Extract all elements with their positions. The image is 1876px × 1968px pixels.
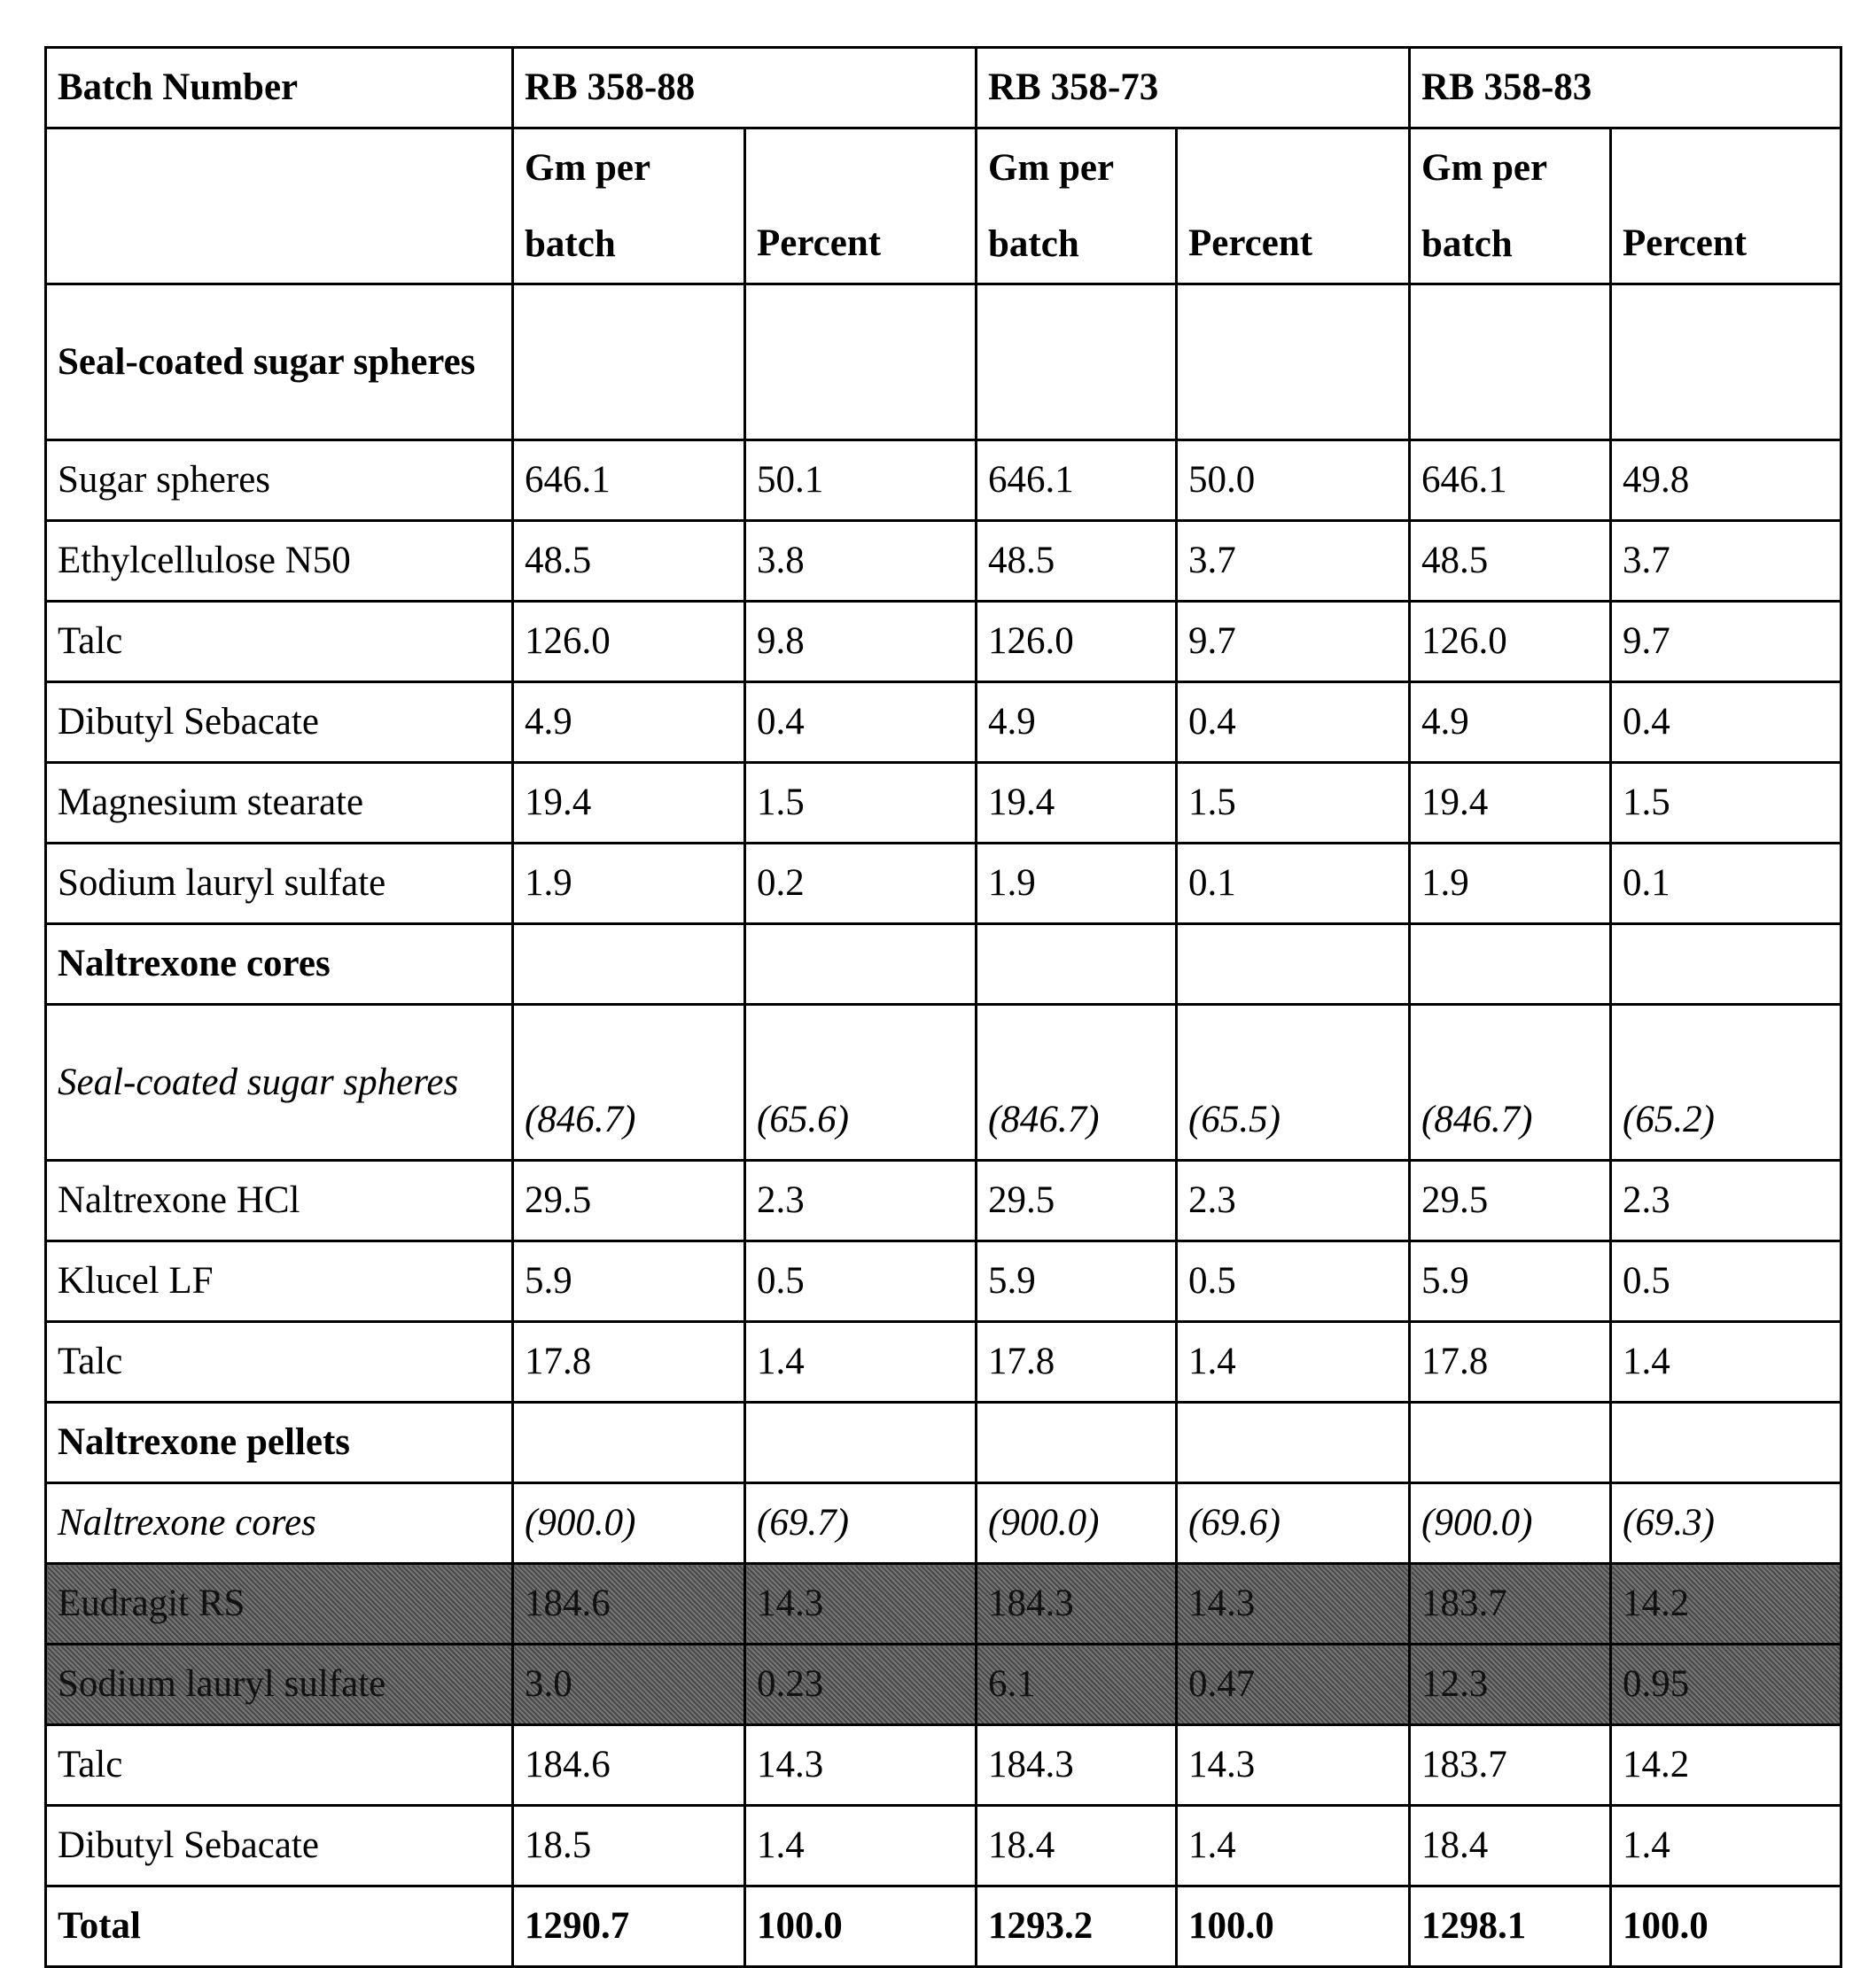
- row-label: Sodium lauryl sulfate: [46, 844, 513, 924]
- percent-header: Percent: [1611, 128, 1841, 284]
- percent-cell: 0.95: [1611, 1645, 1841, 1725]
- gm-per-batch-cell: 12.3: [1410, 1645, 1611, 1725]
- gm-per-batch-cell: 19.4: [1410, 763, 1611, 844]
- gm-per-batch-cell: 646.1: [977, 440, 1177, 521]
- gm-per-batch-cell: 17.8: [513, 1322, 745, 1403]
- gm-per-batch-cell: 5.9: [977, 1241, 1177, 1322]
- gm-per-batch-cell: [513, 924, 745, 1005]
- gm-per-batch-cell: 1290.7: [513, 1886, 745, 1967]
- gm-per-batch-cell: [1410, 284, 1611, 440]
- gm-per-batch-cell: 1.9: [1410, 844, 1611, 924]
- batch-header: RB 358-83: [1410, 48, 1841, 128]
- gm-per-batch-cell: (900.0): [977, 1483, 1177, 1564]
- percent-cell: 100.0: [1611, 1886, 1841, 1967]
- table-row: [46, 924, 1841, 1005]
- row-label: Naltrexone cores: [46, 1483, 513, 1564]
- row-label: Sodium lauryl sulfate: [46, 1645, 513, 1725]
- table-row: [46, 521, 1841, 602]
- gm-per-batch-cell: 19.4: [513, 763, 745, 844]
- percent-header: Percent: [745, 128, 977, 284]
- batch-header: RB 358-73: [977, 48, 1410, 128]
- percent-cell: 9.7: [1611, 602, 1841, 682]
- percent-cell: 14.3: [1177, 1725, 1410, 1806]
- percent-cell: [745, 924, 977, 1005]
- gm-per-batch-cell: 17.8: [1410, 1322, 1611, 1403]
- percent-cell: 0.1: [1177, 844, 1410, 924]
- percent-cell: 100.0: [1177, 1886, 1410, 1967]
- gm-per-batch-cell: [1410, 1403, 1611, 1483]
- table-row: [46, 1725, 1841, 1806]
- percent-cell: [745, 1403, 977, 1483]
- gm-per-batch-cell: 184.6: [513, 1564, 745, 1645]
- percent-cell: (65.5): [1177, 1005, 1410, 1161]
- percent-cell: 2.3: [1177, 1161, 1410, 1241]
- gm-per-batch-cell: 4.9: [513, 682, 745, 763]
- gm-per-batch-cell: (846.7): [977, 1005, 1177, 1161]
- row-label: Sugar spheres: [46, 440, 513, 521]
- percent-cell: 1.4: [1177, 1806, 1410, 1886]
- table-row: [46, 763, 1841, 844]
- table-row: [46, 1322, 1841, 1403]
- gm-per-batch-cell: 17.8: [977, 1322, 1177, 1403]
- percent-cell: [1611, 284, 1841, 440]
- gm-per-batch-cell: 3.0: [513, 1645, 745, 1725]
- gm-per-batch-cell: 48.5: [513, 521, 745, 602]
- percent-cell: [1611, 924, 1841, 1005]
- percent-cell: 100.0: [745, 1886, 977, 1967]
- gm-per-batch-header: Gm per batch: [513, 128, 745, 284]
- percent-cell: (65.6): [745, 1005, 977, 1161]
- percent-cell: 0.23: [745, 1645, 977, 1725]
- gm-per-batch-cell: 19.4: [977, 763, 1177, 844]
- percent-cell: 3.7: [1177, 521, 1410, 602]
- percent-cell: 1.5: [745, 763, 977, 844]
- percent-cell: 14.2: [1611, 1725, 1841, 1806]
- header-row: [46, 48, 1841, 128]
- percent-cell: 1.4: [745, 1806, 977, 1886]
- percent-cell: [1611, 1403, 1841, 1483]
- gm-per-batch-cell: 184.6: [513, 1725, 745, 1806]
- percent-cell: [745, 284, 977, 440]
- percent-cell: [1177, 284, 1410, 440]
- percent-cell: 1.5: [1611, 763, 1841, 844]
- gm-per-batch-cell: [513, 1403, 745, 1483]
- batch-header: RB 358-88: [513, 48, 977, 128]
- percent-cell: 9.8: [745, 602, 977, 682]
- row-label: Klucel LF: [46, 1241, 513, 1322]
- percent-cell: 9.7: [1177, 602, 1410, 682]
- percent-cell: 0.1: [1611, 844, 1841, 924]
- table-row: [46, 1886, 1841, 1967]
- formulation-table: [44, 46, 1842, 1968]
- table-row: [46, 440, 1841, 521]
- gm-per-batch-cell: 1293.2: [977, 1886, 1177, 1967]
- gm-per-batch-cell: 5.9: [1410, 1241, 1611, 1322]
- percent-cell: 50.1: [745, 440, 977, 521]
- gm-per-batch-cell: 29.5: [1410, 1161, 1611, 1241]
- batch-number-label: Batch Number: [46, 48, 513, 128]
- gm-per-batch-cell: 1.9: [977, 844, 1177, 924]
- percent-cell: 1.5: [1177, 763, 1410, 844]
- gm-per-batch-cell: (846.7): [513, 1005, 745, 1161]
- row-label: Naltrexone HCl: [46, 1161, 513, 1241]
- table-row: [46, 1483, 1841, 1564]
- gm-per-batch-cell: 183.7: [1410, 1564, 1611, 1645]
- percent-cell: 1.4: [1611, 1322, 1841, 1403]
- table-row: [46, 1241, 1841, 1322]
- gm-per-batch-cell: [977, 924, 1177, 1005]
- percent-cell: 14.3: [745, 1725, 977, 1806]
- gm-per-batch-cell: 29.5: [513, 1161, 745, 1241]
- gm-per-batch-cell: 184.3: [977, 1564, 1177, 1645]
- percent-cell: 14.3: [745, 1564, 977, 1645]
- gm-per-batch-cell: 646.1: [1410, 440, 1611, 521]
- gm-per-batch-cell: 18.4: [977, 1806, 1177, 1886]
- percent-cell: 1.4: [1611, 1806, 1841, 1886]
- percent-cell: 1.4: [1177, 1322, 1410, 1403]
- gm-per-batch-cell: (846.7): [1410, 1005, 1611, 1161]
- row-label: Total: [46, 1886, 513, 1967]
- percent-cell: 0.47: [1177, 1645, 1410, 1725]
- percent-cell: (69.6): [1177, 1483, 1410, 1564]
- gm-per-batch-cell: 18.4: [1410, 1806, 1611, 1886]
- row-label: Seal-coated sugar spheres: [46, 284, 513, 440]
- table-row: [46, 602, 1841, 682]
- row-label: Seal-coated sugar spheres: [46, 1005, 513, 1161]
- row-label: Ethylcellulose N50: [46, 521, 513, 602]
- gm-per-batch-cell: 184.3: [977, 1725, 1177, 1806]
- percent-cell: (65.2): [1611, 1005, 1841, 1161]
- table-row: [46, 1005, 1841, 1161]
- percent-cell: (69.3): [1611, 1483, 1841, 1564]
- gm-per-batch-cell: [977, 1403, 1177, 1483]
- row-label: Talc: [46, 1725, 513, 1806]
- gm-per-batch-cell: 18.5: [513, 1806, 745, 1886]
- gm-per-batch-cell: 126.0: [513, 602, 745, 682]
- table-row: [46, 1403, 1841, 1483]
- percent-cell: 0.4: [1177, 682, 1410, 763]
- row-label: Dibutyl Sebacate: [46, 682, 513, 763]
- percent-cell: [1177, 1403, 1410, 1483]
- percent-cell: 3.7: [1611, 521, 1841, 602]
- gm-per-batch-cell: [1410, 924, 1611, 1005]
- gm-per-batch-cell: 1.9: [513, 844, 745, 924]
- gm-per-batch-cell: 5.9: [513, 1241, 745, 1322]
- table-row: [46, 1645, 1841, 1725]
- percent-cell: 14.2: [1611, 1564, 1841, 1645]
- table-row: [46, 1564, 1841, 1645]
- percent-cell: 0.4: [745, 682, 977, 763]
- table-row: [46, 1161, 1841, 1241]
- gm-per-batch-cell: (900.0): [513, 1483, 745, 1564]
- row-label: Talc: [46, 1322, 513, 1403]
- percent-cell: 2.3: [1611, 1161, 1841, 1241]
- empty-cell: [46, 128, 513, 284]
- percent-cell: 50.0: [1177, 440, 1410, 521]
- percent-cell: [1177, 924, 1410, 1005]
- gm-per-batch-cell: 646.1: [513, 440, 745, 521]
- gm-per-batch-header: Gm per batch: [1410, 128, 1611, 284]
- percent-cell: 0.5: [1177, 1241, 1410, 1322]
- subheader-row: [46, 128, 1841, 284]
- percent-cell: 3.8: [745, 521, 977, 602]
- table-row: [46, 682, 1841, 763]
- gm-per-batch-cell: 4.9: [1410, 682, 1611, 763]
- percent-cell: 0.5: [745, 1241, 977, 1322]
- row-label: Naltrexone cores: [46, 924, 513, 1005]
- gm-per-batch-cell: 183.7: [1410, 1725, 1611, 1806]
- gm-per-batch-cell: 29.5: [977, 1161, 1177, 1241]
- row-label: Eudragit RS: [46, 1564, 513, 1645]
- gm-per-batch-cell: (900.0): [1410, 1483, 1611, 1564]
- gm-per-batch-cell: [513, 284, 745, 440]
- percent-header: Percent: [1177, 128, 1410, 284]
- gm-per-batch-cell: 48.5: [977, 521, 1177, 602]
- table-row: [46, 1806, 1841, 1886]
- percent-cell: 0.2: [745, 844, 977, 924]
- percent-cell: 14.3: [1177, 1564, 1410, 1645]
- row-label: Naltrexone pellets: [46, 1403, 513, 1483]
- row-label: Dibutyl Sebacate: [46, 1806, 513, 1886]
- percent-cell: 0.5: [1611, 1241, 1841, 1322]
- gm-per-batch-cell: 48.5: [1410, 521, 1611, 602]
- gm-per-batch-header: Gm per batch: [977, 128, 1177, 284]
- percent-cell: 2.3: [745, 1161, 977, 1241]
- gm-per-batch-cell: 6.1: [977, 1645, 1177, 1725]
- percent-cell: 49.8: [1611, 440, 1841, 521]
- gm-per-batch-cell: 126.0: [977, 602, 1177, 682]
- gm-per-batch-cell: 1298.1: [1410, 1886, 1611, 1967]
- gm-per-batch-cell: 4.9: [977, 682, 1177, 763]
- row-label: Magnesium stearate: [46, 763, 513, 844]
- table-row: [46, 844, 1841, 924]
- gm-per-batch-cell: [977, 284, 1177, 440]
- gm-per-batch-cell: 126.0: [1410, 602, 1611, 682]
- table-row: [46, 284, 1841, 440]
- percent-cell: 0.4: [1611, 682, 1841, 763]
- percent-cell: (69.7): [745, 1483, 977, 1564]
- percent-cell: 1.4: [745, 1322, 977, 1403]
- row-label: Talc: [46, 602, 513, 682]
